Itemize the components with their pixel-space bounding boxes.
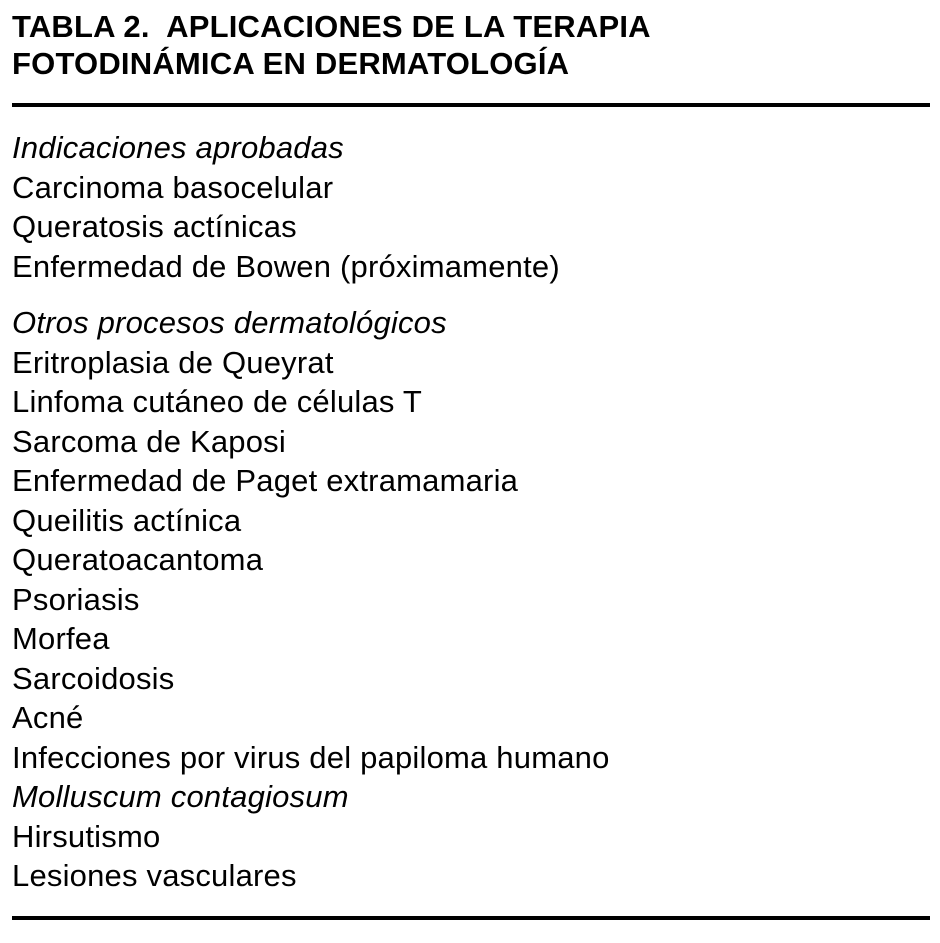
bottom-rule (12, 916, 930, 920)
top-rule (12, 103, 930, 107)
list-item: Sarcoma de Kaposi (12, 423, 286, 459)
list-item: Infecciones por virus del papiloma humano (12, 739, 610, 775)
list-item: Carcinoma basocelular (12, 169, 334, 205)
list-item: Enfermedad de Paget extramamaria (12, 463, 519, 498)
list-item: Queratoacantoma (12, 542, 264, 577)
list-item: Lesiones vasculares (12, 858, 297, 893)
section-heading: Otros procesos dermatológicos (12, 305, 447, 340)
list-item: Queilitis actínica (12, 502, 242, 538)
list-item: Acné (12, 700, 84, 735)
list-item: Sarcoidosis (12, 660, 175, 696)
table-title-line-1: APLICACIONES DE LA TERAPIA (166, 9, 651, 44)
table-label: TABLA 2. (12, 9, 150, 44)
list-item: Enfermedad de Bowen (próximamente) (12, 248, 560, 284)
section-approved-indications (12, 128, 930, 286)
table-container (12, 8, 930, 920)
list-item: Queratosis actínicas (12, 209, 297, 244)
table-title (12, 8, 930, 82)
list-item: Linfoma cutáneo de células T (12, 384, 423, 419)
list-item: Hirsutismo (12, 818, 161, 854)
section-heading: Indicaciones aprobadas (12, 130, 344, 165)
list-item: Molluscum contagiosum (12, 779, 349, 814)
list-item: Eritroplasia de Queyrat (12, 344, 334, 380)
section-other-dermatological-processes (12, 303, 930, 896)
table-title-line-2: FOTODINÁMICA EN DERMATOLOGÍA (12, 46, 570, 81)
list-item: Psoriasis (12, 581, 140, 617)
list-item: Morfea (12, 621, 110, 656)
